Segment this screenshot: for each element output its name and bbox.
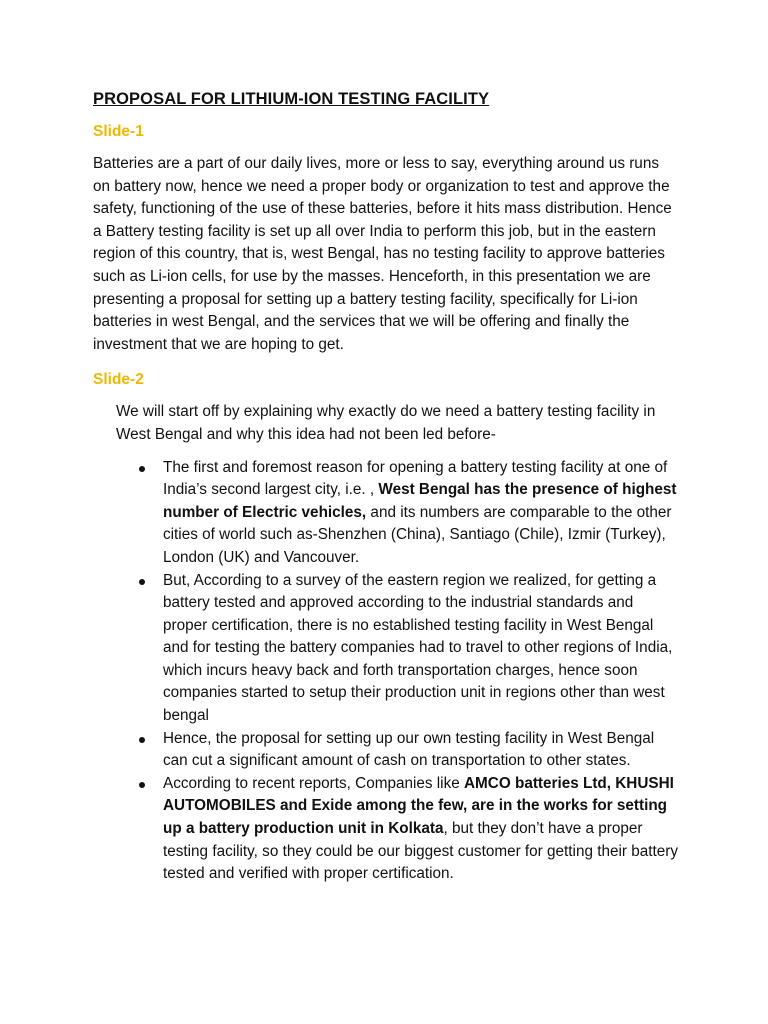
bullet-1-text-bold: West Bengal has the presence of highest number of Electric vehicles, — [163, 481, 677, 521]
bullet-dot-icon — [139, 782, 145, 788]
slide-1-paragraph: Batteries are a part of our daily lives, more or less to say, everything around us runs on battery now, hence we need a proper body or organization to test and approve the safety, functioning of the use of these batteries, before it hits mass distribution. Hence a Battery testing facility is set up all over India to perform this job, but in the eastern region of this country, that is, west Bengal, has no testing facility to approve batteries such as Li-ion cells, for use by the masses. Henceforth, in this presentation we are presenting a proposal for setting up a battery testing facility, specifically for Li-ion batteries in west Bengal, and the services that we will be offering and finally the investment that we are hoping to get. — [93, 155, 672, 353]
slide-1-heading: Slide-1 — [93, 123, 144, 140]
bullet-4-text-b: , but they don’t have a proper testing facility, so they could be our biggest customer for getting their battery tested and verified with proper certification. — [163, 820, 678, 883]
bullet-item-3 — [163, 728, 678, 773]
bullet-1-text-b: and its numbers are comparable to the other cities of world such as-Shenzhen (China), Santiago (Chile), Izmir (Turkey), London (UK) and Vancouver. — [163, 503, 672, 566]
bullet-dot-icon — [139, 737, 145, 743]
bullet-3-text: Hence, the proposal for setting up our own testing facility in West Bengal can cut a significant amount of cash on transportation to other states. — [163, 729, 655, 770]
bullet-item-2 — [163, 570, 678, 728]
bullet-1-text-a: The first and foremost reason for opening a battery testing facility at one of India’s second largest city, i.e. , — [163, 458, 668, 499]
bullet-item-1 — [163, 457, 678, 570]
slide-2-heading: Slide-2 — [93, 371, 144, 389]
bullet-item-4 — [163, 773, 678, 886]
bullet-dot-icon — [139, 579, 145, 585]
bullet-2-text: But, According to a survey of the eastern region we realized, for getting a battery tested and approved according to the industrial standards and proper certification, there is no established testing facility in West Bengal and for testing the battery companies had to travel to other regions of India, which incurs heavy back and forth transportation charges, hence soon companies started to setup their production unit in regions other than west bengal — [163, 571, 673, 725]
slide-2-intro: We will start off by explaining why exactly do we need a battery testing facility in West Bengal and why this idea had not been led before- — [116, 403, 656, 443]
bullet-4-text-a: According to recent reports, Companies like — [163, 774, 464, 792]
bullet-4-text-bold: AMCO batteries Ltd, KHUSHI AUTOMOBILES and Exide among the few, are in the works for setting up a battery production unit in Kolkata — [163, 774, 674, 838]
slide-2-bullet-list — [93, 457, 678, 886]
bullet-dot-icon — [139, 466, 145, 472]
document-title: PROPOSAL FOR LITHIUM-ION TESTING FACILITY — [93, 90, 490, 108]
